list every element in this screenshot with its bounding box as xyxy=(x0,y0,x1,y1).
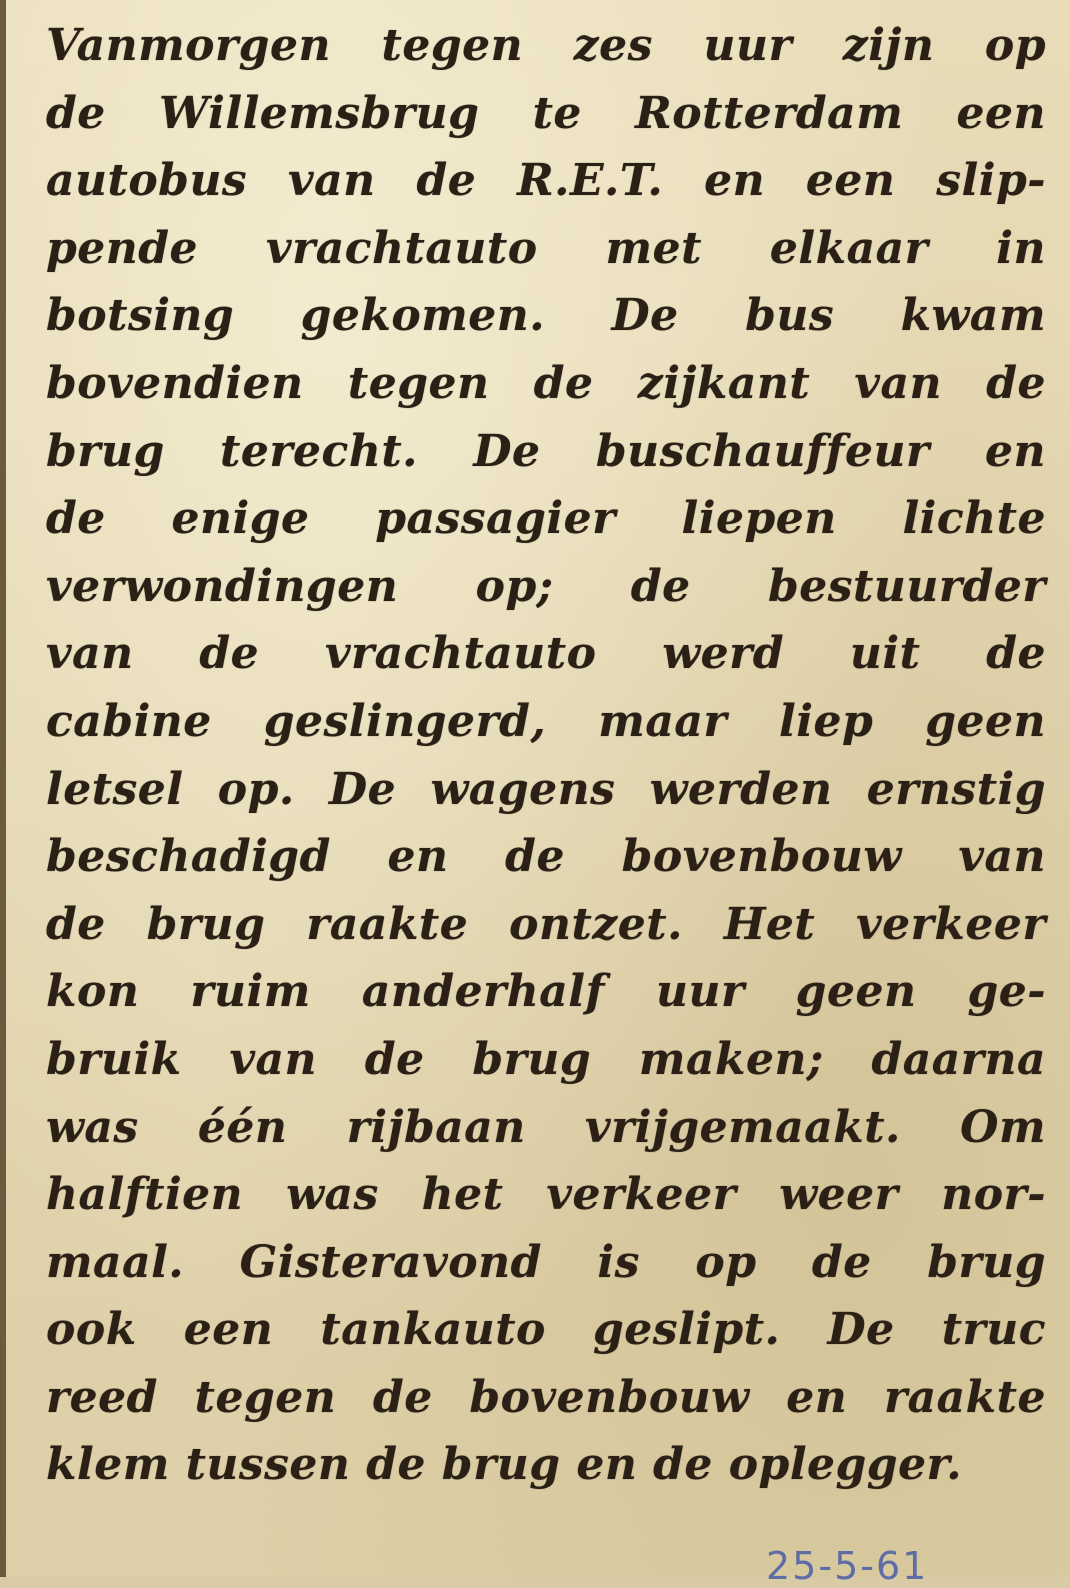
article-line: letsel op. De wagens werden ernstig xyxy=(46,763,1046,815)
article-line: ook een tankauto geslipt. De truc xyxy=(46,1304,1046,1356)
article-line: van de vrachtauto werd uit de xyxy=(46,628,1046,680)
article-line: halftien was het verkeer weer nor- xyxy=(46,1169,1046,1221)
article-line: was één rijbaan vrijgemaakt. Om xyxy=(46,1101,1046,1153)
article-body xyxy=(46,12,1046,1499)
article-line: Vanmorgen tegen zes uur zijn op xyxy=(46,20,1046,71)
article-line: de enige passagier liepen lichte xyxy=(46,493,1046,545)
article-line: bruik van de brug maken; daarna xyxy=(46,1033,1046,1085)
article-line: pende vrachtauto met elkaar in xyxy=(46,222,1046,274)
article-line: klem tussen de brug en de oplegger. xyxy=(46,1439,963,1491)
article-line: autobus van de R.E.T. en een slip- xyxy=(46,155,1046,207)
article-line: brug terecht. De buschauffeur en xyxy=(46,425,1046,477)
article-line: reed tegen de bovenbouw en raakte xyxy=(46,1371,1046,1423)
article-line: kon ruim anderhalf uur geen ge- xyxy=(46,966,1046,1018)
article-line: cabine geslingerd, maar liep geen xyxy=(46,695,1046,747)
article-line: verwondingen op; de bestuurder xyxy=(46,560,1046,612)
article-line: beschadigd en de bovenbouw van xyxy=(46,831,1046,883)
article-line: de Willemsbrug te Rotterdam een xyxy=(46,87,1046,139)
handwritten-date: 25-5-61 xyxy=(766,1544,929,1588)
article-line: de brug raakte ontzet. Het verkeer xyxy=(46,898,1046,950)
article-line: maal. Gisteravond is op de brug xyxy=(46,1236,1046,1288)
article-line: bovendien tegen de zijkant van de xyxy=(46,357,1046,409)
article-line: botsing gekomen. De bus kwam xyxy=(46,290,1046,342)
